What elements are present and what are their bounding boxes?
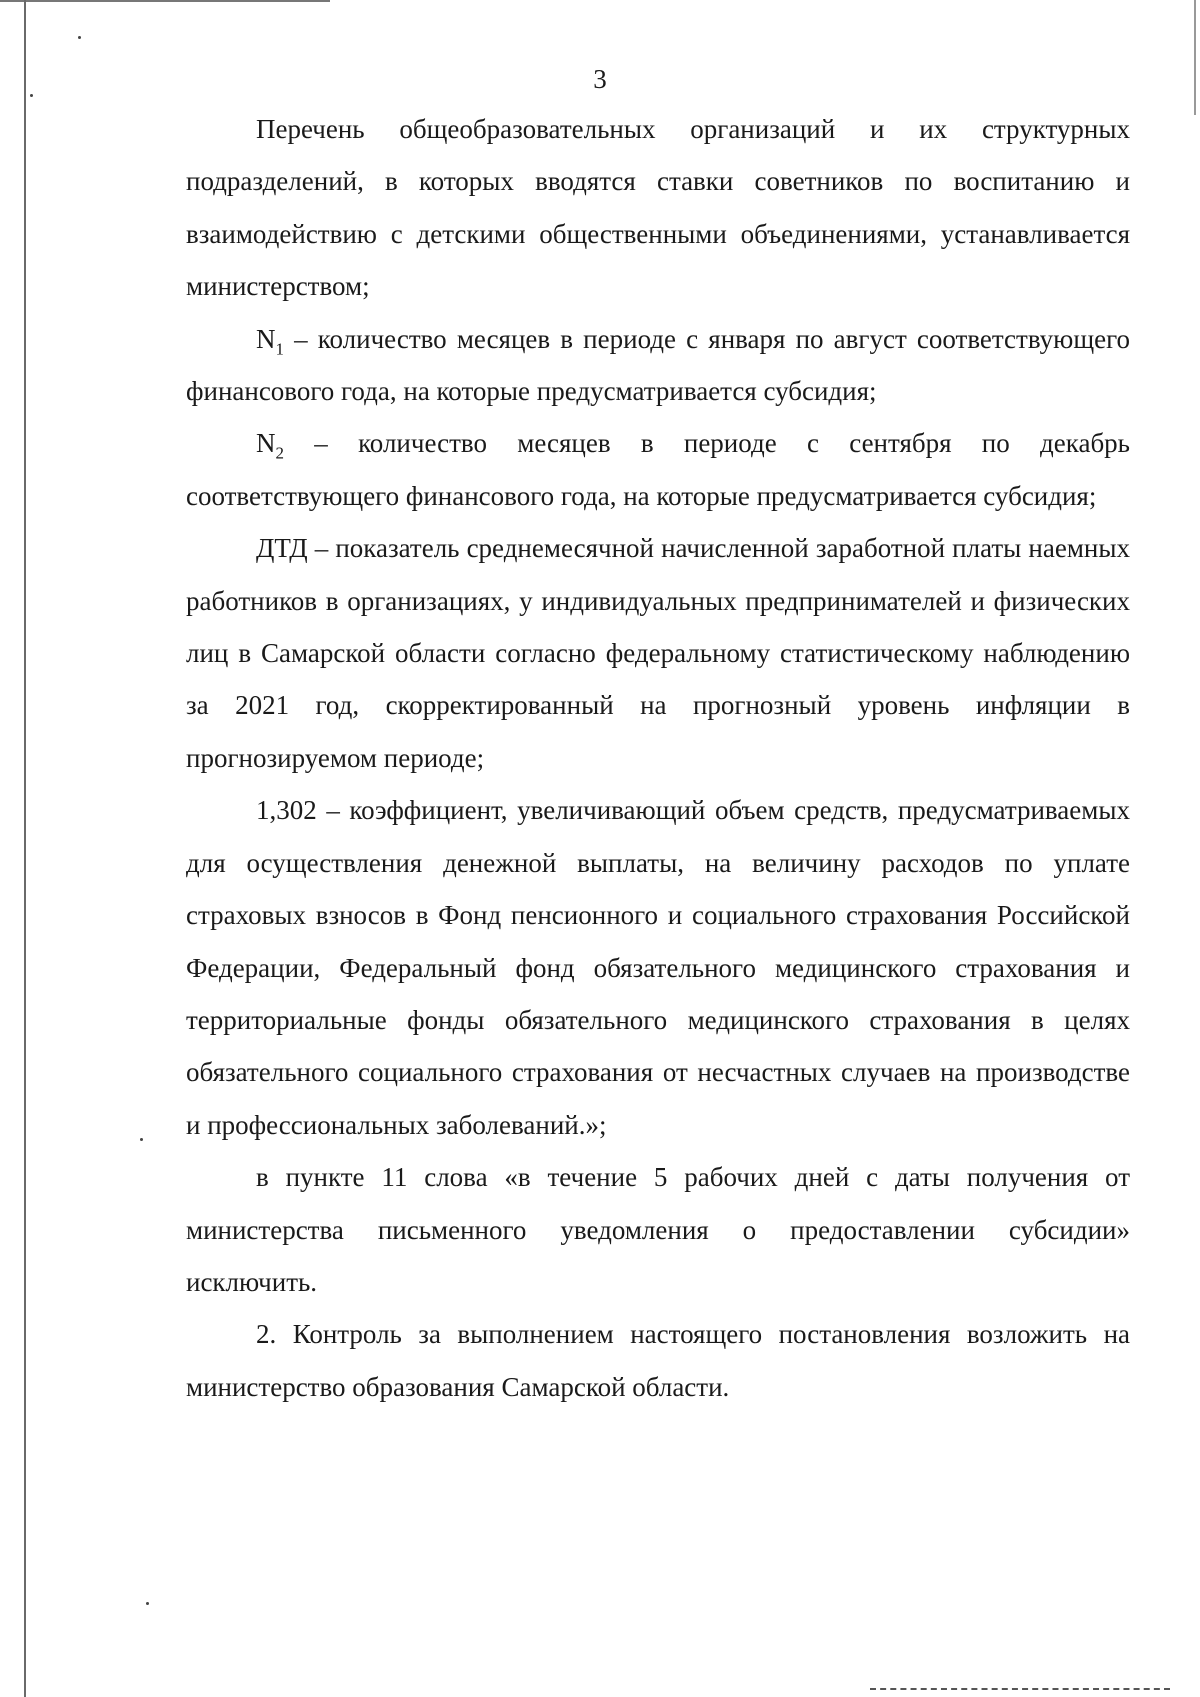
- paragraph-control-clause: 2. Контроль за выполнением настоящего постановления возложить на министерство образования Самарской области.: [186, 1319, 1130, 1402]
- paragraph-coefficient-definition: 1,302 – коэффициент, увеличивающий объем средств, предусматриваемых для осуществления денежной выплаты, на величину расходов по уплате страховых взносов в Фонд пенсионного и социального страхования Российской Федерации, Федеральный фонд обязательного медицинского страхования и территориальные фонды обязательного медицинского страхования в целях обязательного социального страхования от несчастных случаев на производстве и профессиональных заболеваний.»;: [186, 795, 1130, 1140]
- scan-speck: [140, 1138, 143, 1141]
- scan-edge-top: [0, 0, 330, 2]
- scan-speck: [78, 36, 81, 39]
- scan-edge-left: [24, 0, 26, 1697]
- variable-subscript: 2: [275, 443, 284, 463]
- paragraph-organizations-list: Перечень общеобразовательных организаций и их структурных подразделений, в которых вводятся ставки советников по воспитанию и взаимодействию с детскими общественными объединениями, устанавливается министерством;: [186, 114, 1130, 302]
- scan-edge-bottom: [870, 1688, 1170, 1690]
- scan-speck: [146, 1602, 149, 1605]
- paragraph-n2-definition: [186, 417, 1130, 522]
- paragraph-dtd-definition: ДТД – показатель среднемесячной начисленной заработной платы наемных работников в организациях, у индивидуальных предпринимателей и физических лиц в Самарской области согласно федеральному статистическому наблюдению за 2021 год, скорректированный на прогнозный уровень инфляции в прогнозируемом периоде;: [186, 533, 1130, 773]
- scan-speck: [30, 94, 33, 97]
- page-number: 3: [593, 64, 607, 94]
- definition-text: – количество месяцев в периоде с сентября по декабрь соответствующего финансового года, на которые предусматривается субсидия;: [186, 428, 1130, 511]
- document-body: [186, 103, 1130, 1413]
- definition-text: – количество месяцев в периоде с января по август соответствующего финансового года, на которые предусматривается субсидия;: [186, 323, 1130, 407]
- paragraph-n1-definition: [186, 313, 1130, 418]
- variable-symbol: N: [256, 428, 276, 459]
- paragraph-clause-11-amendment: в пункте 11 слова «в течение 5 рабочих дней с даты получения от министерства письменного уведомления о предоставлении субсидии» исключить.: [186, 1162, 1130, 1297]
- variable-symbol: N: [256, 323, 276, 354]
- scan-edge-right: [1194, 0, 1196, 115]
- variable-subscript: 1: [275, 339, 284, 359]
